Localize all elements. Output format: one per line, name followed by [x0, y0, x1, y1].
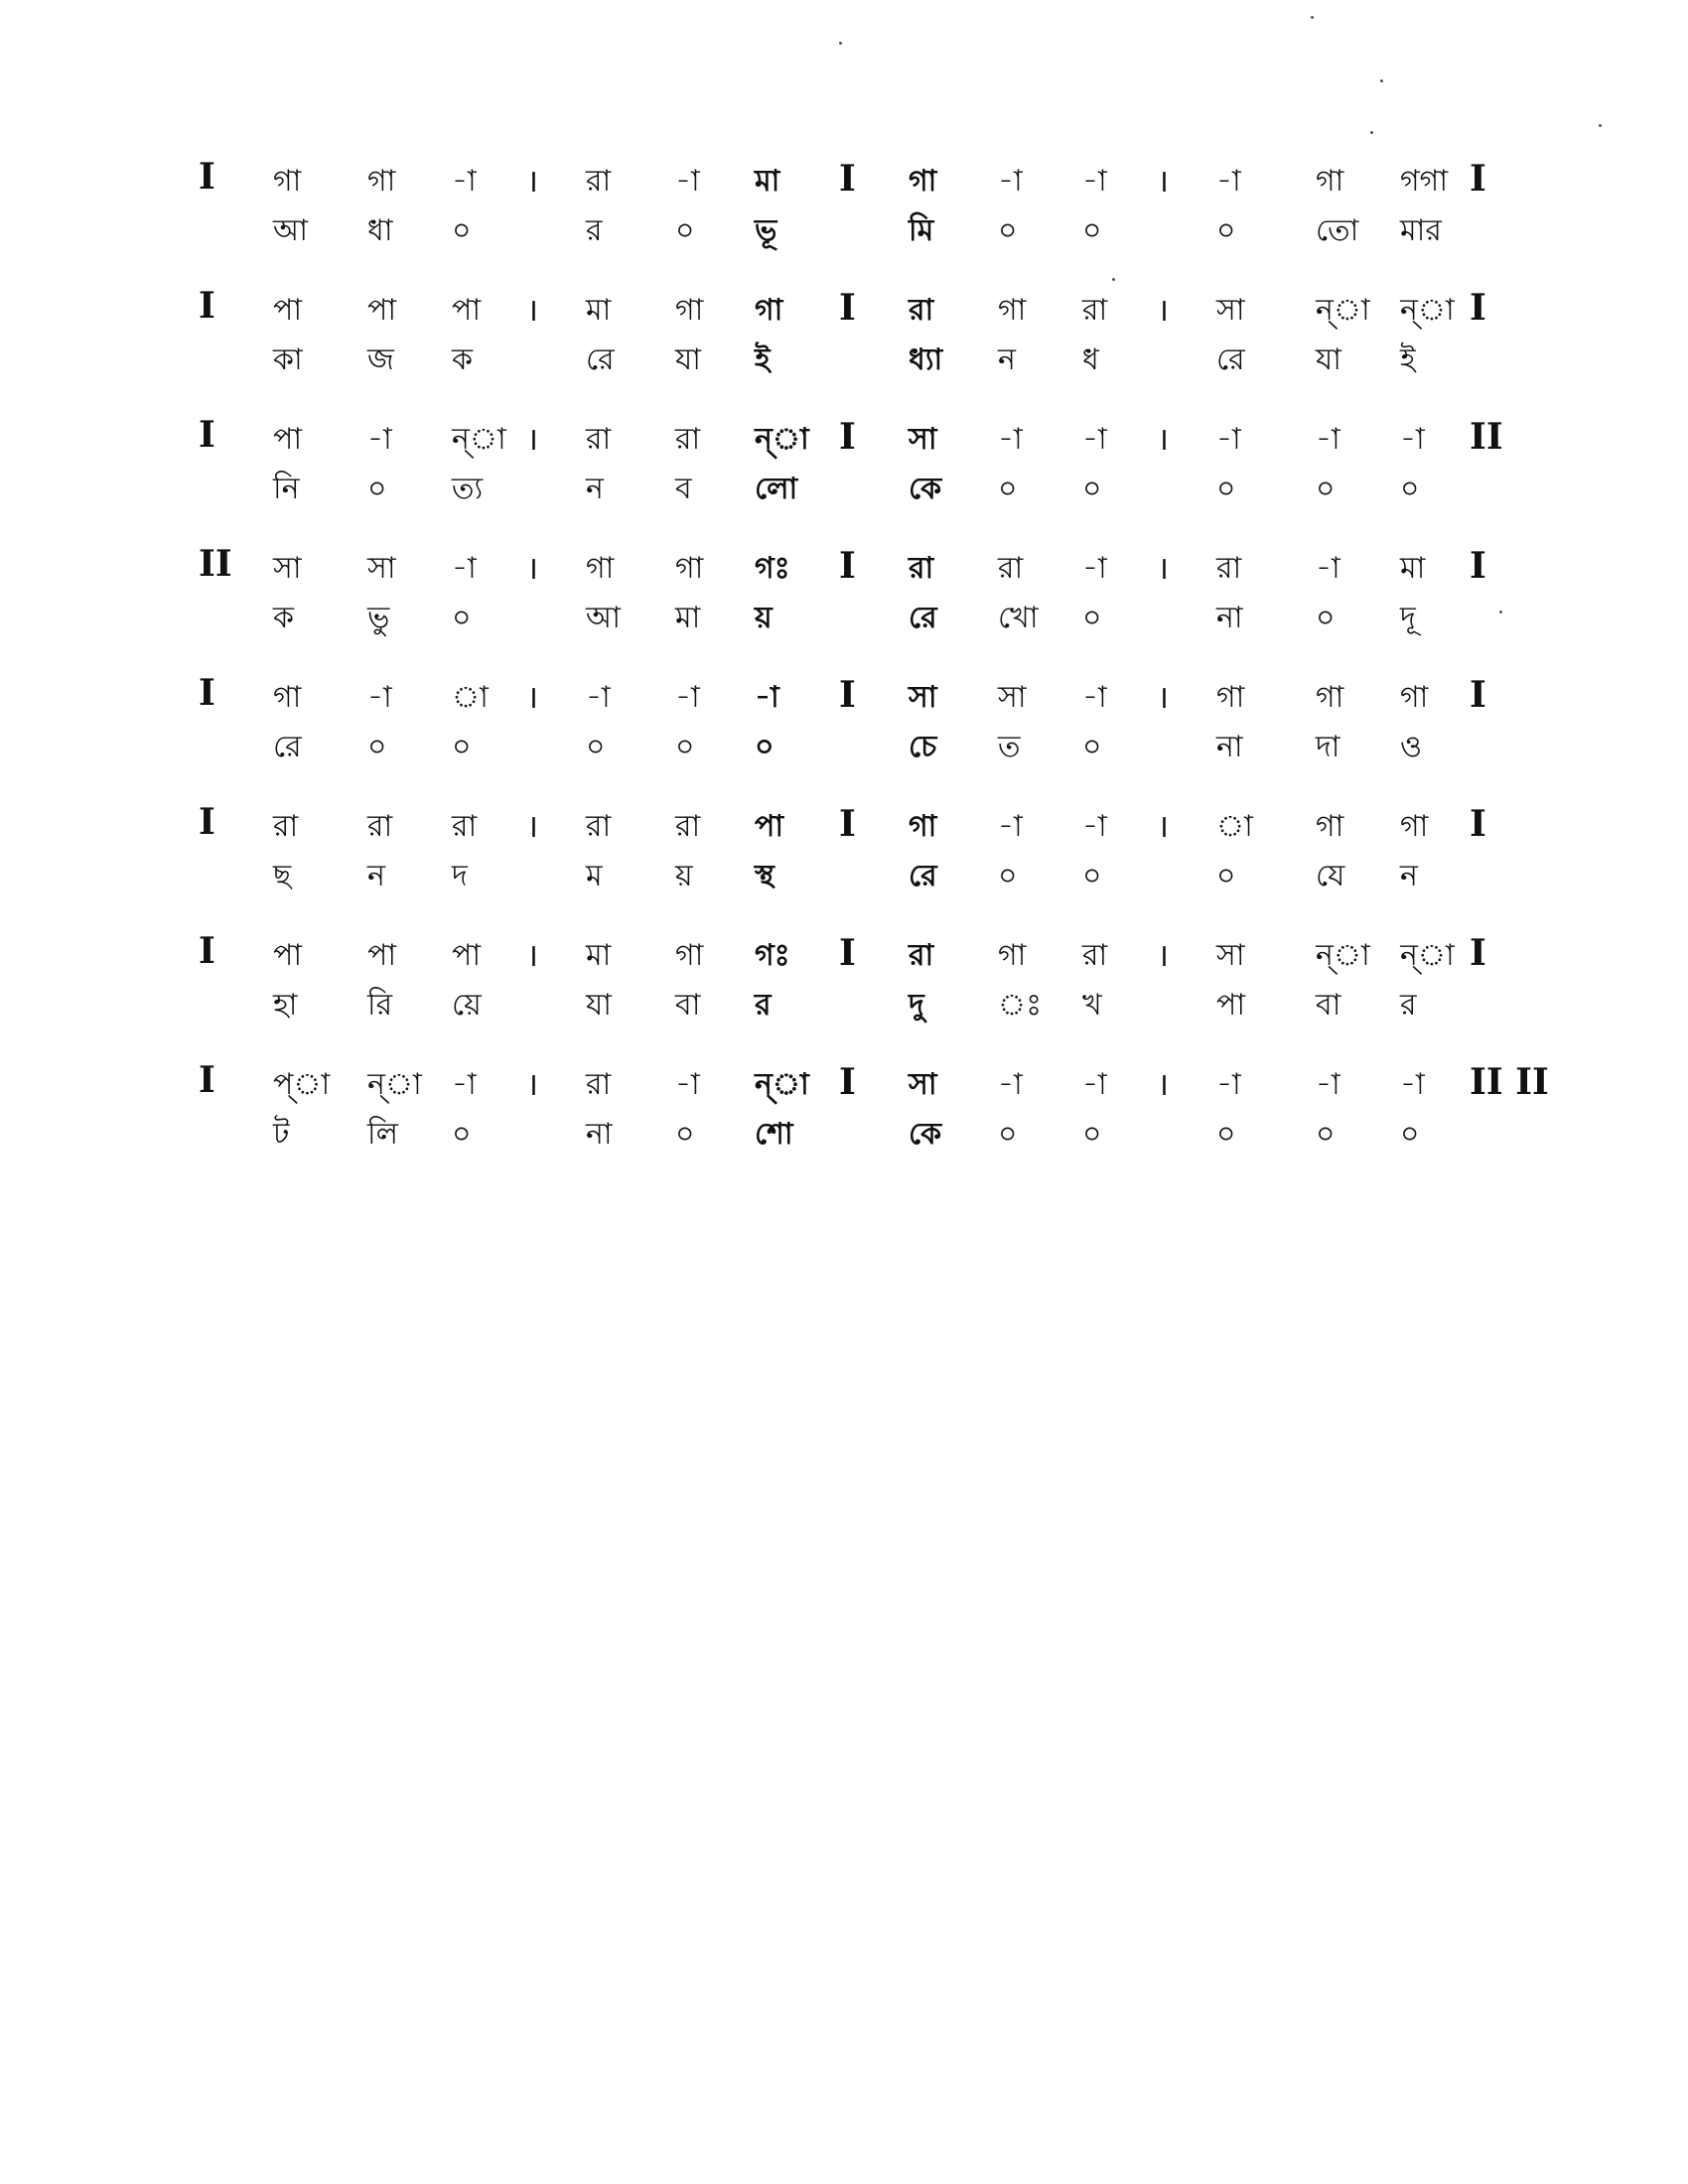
notation-system: [0, 285, 1688, 407]
swara-note: রা: [452, 809, 478, 844]
swara-note: মা: [755, 164, 780, 199]
lyric-syllable: জ: [367, 342, 394, 377]
swara-note: সা: [1216, 938, 1245, 973]
swara-note: গা: [1316, 164, 1344, 199]
scan-speck: [1370, 131, 1373, 134]
swara-note: পা: [367, 938, 397, 973]
lyric-syllable: রে: [586, 342, 615, 377]
swara-note: গা: [675, 551, 704, 586]
lyric-syllable: দা: [1316, 730, 1340, 764]
barline: I: [1470, 287, 1486, 329]
start-barline: I: [199, 801, 215, 843]
lyric-syllable: তো: [1316, 213, 1359, 248]
swara-note: -া: [1316, 551, 1340, 586]
lyric-syllable: ই: [1400, 342, 1416, 377]
lyric-syllable: দ: [452, 859, 468, 893]
lyric-syllable: রি: [367, 988, 393, 1023]
lyric-syllable: লো: [755, 472, 798, 506]
lyric-syllable: মার: [1400, 213, 1442, 248]
start-barline: I: [199, 930, 215, 972]
lyric-syllable: যা: [675, 342, 701, 377]
barline: ।: [1157, 420, 1170, 458]
swara-note: -া: [1082, 1067, 1107, 1102]
barline: I: [839, 1061, 856, 1103]
swara-note: রা: [367, 809, 393, 844]
barline: ।: [526, 678, 539, 716]
swara-note: -া: [998, 809, 1023, 844]
lyric-syllable: ০: [998, 1117, 1018, 1152]
swara-note: ন্‌া: [1316, 293, 1370, 328]
lyric-syllable: পা: [1216, 988, 1246, 1023]
scan-speck: [1599, 124, 1602, 127]
lyric-syllable: ০: [998, 213, 1018, 248]
swara-note: রা: [273, 809, 299, 844]
lyric-syllable: মি: [909, 213, 934, 248]
swara-note: গা: [909, 164, 937, 199]
lyric-syllable: স্থ: [755, 859, 774, 893]
swara-note: পা: [273, 293, 303, 328]
swara-note: -া: [675, 1067, 700, 1102]
swara-note: প্‌া: [273, 1067, 331, 1102]
barline: ।: [526, 162, 539, 200]
swara-note: গা: [1400, 809, 1429, 844]
swara-note: -া: [998, 1067, 1023, 1102]
swara-note: রা: [1082, 293, 1108, 328]
swara-note: ন্‌া: [755, 1067, 809, 1102]
barline: I: [839, 674, 856, 716]
lyric-syllable: ০: [452, 730, 472, 764]
swara-note: গঃ: [755, 938, 790, 973]
swara-note: রা: [1216, 551, 1242, 586]
lyric-syllable: দু: [909, 988, 924, 1023]
lyric-syllable: র: [586, 213, 603, 248]
scan-speck: [1311, 16, 1314, 19]
swara-note: -া: [367, 680, 392, 715]
barline: I: [1470, 674, 1486, 716]
barline: ।: [526, 936, 539, 974]
barline: ।: [526, 807, 539, 845]
notation-system: [0, 1059, 1688, 1181]
swara-note: সা: [1216, 293, 1245, 328]
lyric-syllable: ০: [1316, 601, 1336, 635]
lyric-syllable: ক: [452, 342, 473, 377]
swara-note: সা: [909, 1067, 937, 1102]
swara-note: পা: [273, 422, 303, 457]
lyric-syllable: ০: [1082, 213, 1102, 248]
swara-note: রা: [675, 422, 701, 457]
lyric-syllable: ০: [1400, 472, 1420, 506]
swara-note: রা: [586, 164, 612, 199]
lyric-syllable: ভু: [367, 601, 390, 635]
lyric-syllable: মা: [675, 601, 701, 635]
swara-note: মা: [586, 293, 612, 328]
swara-note: গা: [367, 164, 396, 199]
swara-note: -া: [452, 1067, 477, 1102]
lyric-syllable: ০: [998, 859, 1018, 893]
barline: I: [839, 416, 856, 458]
swara-note: ন্‌া: [755, 422, 809, 457]
lyric-syllable: না: [586, 1117, 613, 1152]
barline: I: [839, 932, 856, 974]
swara-note: গা: [586, 551, 615, 586]
barline: II: [1470, 416, 1503, 458]
notation-system: [0, 543, 1688, 665]
lyric-syllable: কে: [909, 1117, 942, 1152]
swara-note: রা: [909, 938, 934, 973]
lyric-syllable: ০: [452, 213, 472, 248]
lyric-syllable: ০: [452, 1117, 472, 1152]
lyric-syllable: য়: [675, 859, 693, 893]
swara-note: গা: [909, 809, 937, 844]
lyric-syllable: ই: [755, 342, 771, 377]
swara-note: গঃ: [755, 551, 790, 586]
lyric-syllable: ঃ: [998, 988, 1043, 1023]
barline: I: [1470, 932, 1486, 974]
swara-note: -া: [1216, 1067, 1241, 1102]
lyric-syllable: কে: [909, 472, 942, 506]
lyric-syllable: বা: [1316, 988, 1341, 1023]
lyric-syllable: আ: [586, 601, 621, 635]
start-barline: I: [199, 672, 215, 714]
lyric-syllable: ন: [998, 342, 1016, 377]
swara-note: গা: [675, 293, 704, 328]
lyric-syllable: ০: [1082, 859, 1102, 893]
swara-note: গা: [755, 293, 783, 328]
barline: I: [1470, 545, 1486, 587]
swara-note: -া: [1082, 164, 1107, 199]
swara-note: সা: [998, 680, 1027, 715]
swara-note: মা: [586, 938, 612, 973]
lyric-syllable: ০: [675, 730, 695, 764]
swara-note: -া: [675, 680, 700, 715]
swara-note: রা: [909, 293, 934, 328]
swara-note: গা: [998, 293, 1027, 328]
swara-note: -া: [998, 164, 1023, 199]
swara-note: পা: [452, 938, 482, 973]
barline: ।: [526, 291, 539, 329]
scan-speck: [1499, 611, 1502, 614]
barline: ।: [1157, 678, 1170, 716]
lyric-syllable: চে: [909, 730, 937, 764]
swara-note: রা: [909, 551, 934, 586]
lyric-syllable: কা: [273, 342, 303, 377]
barline: ।: [526, 420, 539, 458]
lyric-syllable: ন: [586, 472, 604, 506]
start-barline: II: [199, 543, 232, 585]
scan-speck: [839, 42, 842, 45]
swara-note: -া: [675, 164, 700, 199]
lyric-syllable: বা: [675, 988, 701, 1023]
swara-note: গা: [1316, 680, 1344, 715]
swara-note: রা: [1082, 938, 1108, 973]
swara-note: া: [1216, 809, 1253, 844]
lyric-syllable: ০: [1216, 859, 1236, 893]
swara-note: গা: [1316, 809, 1344, 844]
swara-note: -া: [1316, 1067, 1340, 1102]
lyric-syllable: রে: [273, 730, 302, 764]
lyric-syllable: ধা: [367, 213, 393, 248]
lyric-syllable: খ: [1082, 988, 1102, 1023]
lyric-syllable: শো: [755, 1117, 793, 1152]
lyric-syllable: ০: [1316, 1117, 1336, 1152]
swara-note: গা: [273, 164, 302, 199]
lyric-syllable: ব: [675, 472, 692, 506]
swara-note: পা: [367, 293, 397, 328]
lyric-syllable: দূ: [1400, 601, 1416, 635]
lyric-syllable: ০: [367, 730, 387, 764]
lyric-syllable: যা: [1316, 342, 1341, 377]
swara-note: -া: [1400, 1067, 1425, 1102]
swara-note: -া: [1082, 680, 1107, 715]
swara-note: সা: [909, 422, 937, 457]
barline: ।: [526, 549, 539, 587]
lyric-syllable: লি: [367, 1117, 398, 1152]
lyric-syllable: ০: [1216, 472, 1236, 506]
swara-note: -া: [1216, 164, 1241, 199]
notation-system: [0, 414, 1688, 536]
lyric-syllable: যে: [1316, 859, 1345, 893]
swara-note: -া: [452, 164, 477, 199]
lyric-syllable: ০: [1216, 213, 1236, 248]
barline: I: [1470, 158, 1486, 200]
swara-note: -া: [1082, 422, 1107, 457]
lyric-syllable: নি: [273, 472, 300, 506]
swara-note: -া: [452, 551, 477, 586]
barline: ।: [1157, 1065, 1170, 1103]
notation-system: [0, 156, 1688, 278]
lyric-syllable: যা: [586, 988, 612, 1023]
swara-note: পা: [273, 938, 303, 973]
lyric-syllable: ০: [1400, 1117, 1420, 1152]
barline: ।: [1157, 162, 1170, 200]
lyric-syllable: র: [755, 988, 772, 1023]
lyric-syllable: ম: [586, 859, 603, 893]
lyric-syllable: ০: [452, 601, 472, 635]
barline: ।: [1157, 807, 1170, 845]
start-barline: I: [199, 1059, 215, 1101]
lyric-syllable: রে: [1216, 342, 1245, 377]
swara-note: ন্‌া: [452, 422, 506, 457]
lyric-syllable: খো: [998, 601, 1039, 635]
swara-note: া: [452, 680, 489, 715]
lyric-syllable: হা: [273, 988, 298, 1023]
swara-note: গা: [1400, 680, 1429, 715]
swara-note: রা: [586, 809, 612, 844]
swara-note: -া: [1082, 809, 1107, 844]
swara-note: -া: [998, 422, 1023, 457]
lyric-syllable: ও: [1400, 730, 1423, 764]
swara-note: পা: [452, 293, 482, 328]
lyric-syllable: ০: [675, 213, 695, 248]
notation-system: [0, 930, 1688, 1052]
swara-note: ন্‌া: [367, 1067, 422, 1102]
notation-system: [0, 672, 1688, 794]
lyric-syllable: ধ্যা: [909, 342, 943, 377]
swara-note: গা: [1216, 680, 1245, 715]
swara-note: রা: [998, 551, 1024, 586]
barline: II II: [1470, 1061, 1549, 1103]
swara-note: সা: [909, 680, 937, 715]
lyric-syllable: ট: [273, 1117, 290, 1152]
lyric-syllable: ০: [998, 472, 1018, 506]
swara-note: -া: [586, 680, 611, 715]
swara-note: সা: [273, 551, 302, 586]
swara-note: গগা: [1400, 164, 1449, 199]
lyric-syllable: আ: [273, 213, 308, 248]
lyric-syllable: ধ: [1082, 342, 1099, 377]
lyric-syllable: ০: [1316, 472, 1336, 506]
lyric-syllable: না: [1216, 601, 1243, 635]
lyric-syllable: ছ: [273, 859, 292, 893]
lyric-syllable: ০: [675, 1117, 695, 1152]
lyric-syllable: ন: [1400, 859, 1418, 893]
lyric-syllable: না: [1216, 730, 1243, 764]
swara-note: -া: [367, 422, 392, 457]
swara-note: গা: [998, 938, 1027, 973]
swara-note: রা: [586, 422, 612, 457]
notation-system: [0, 801, 1688, 923]
lyric-syllable: ভূ: [755, 213, 777, 248]
lyric-syllable: ০: [1082, 601, 1102, 635]
lyric-syllable: ন: [367, 859, 385, 893]
lyric-syllable: ০: [755, 730, 774, 764]
start-barline: I: [199, 414, 215, 456]
barline: ।: [526, 1065, 539, 1103]
lyric-syllable: ০: [586, 730, 606, 764]
lyric-syllable: ০: [1082, 1117, 1102, 1152]
barline: ।: [1157, 936, 1170, 974]
swara-note: -া: [1400, 422, 1425, 457]
lyric-syllable: ০: [1082, 730, 1102, 764]
swara-note: রা: [586, 1067, 612, 1102]
scan-speck: [1112, 278, 1115, 281]
lyric-syllable: ত্য: [452, 472, 484, 506]
swara-note: ন্‌া: [1400, 938, 1455, 973]
lyric-syllable: র: [1400, 988, 1417, 1023]
swara-note: -া: [1216, 422, 1241, 457]
swara-note: রা: [675, 809, 701, 844]
swara-note: পা: [755, 809, 784, 844]
barline: I: [1470, 803, 1486, 845]
swara-note: -া: [755, 680, 779, 715]
barline: ।: [1157, 291, 1170, 329]
lyric-syllable: ০: [1216, 1117, 1236, 1152]
start-barline: I: [199, 156, 215, 198]
swara-note: গা: [273, 680, 302, 715]
barline: ।: [1157, 549, 1170, 587]
scan-speck: [1380, 79, 1383, 82]
lyric-syllable: রে: [909, 859, 937, 893]
swara-note: সা: [367, 551, 396, 586]
barline: I: [839, 545, 856, 587]
lyric-syllable: ০: [1082, 472, 1102, 506]
barline: I: [839, 158, 856, 200]
lyric-syllable: ক: [273, 601, 294, 635]
swara-note: -া: [1316, 422, 1340, 457]
lyric-syllable: ০: [367, 472, 387, 506]
lyric-syllable: রে: [909, 601, 937, 635]
swara-note: -া: [1082, 551, 1107, 586]
barline: I: [839, 803, 856, 845]
swara-note: ন্‌া: [1400, 293, 1455, 328]
lyric-syllable: য়: [755, 601, 773, 635]
swara-note: মা: [1400, 551, 1426, 586]
lyric-syllable: য়ে: [452, 988, 482, 1023]
swara-note: গা: [675, 938, 704, 973]
start-barline: I: [199, 285, 215, 327]
lyric-syllable: ত: [998, 730, 1021, 764]
swara-note: ন্‌া: [1316, 938, 1370, 973]
barline: I: [839, 287, 856, 329]
